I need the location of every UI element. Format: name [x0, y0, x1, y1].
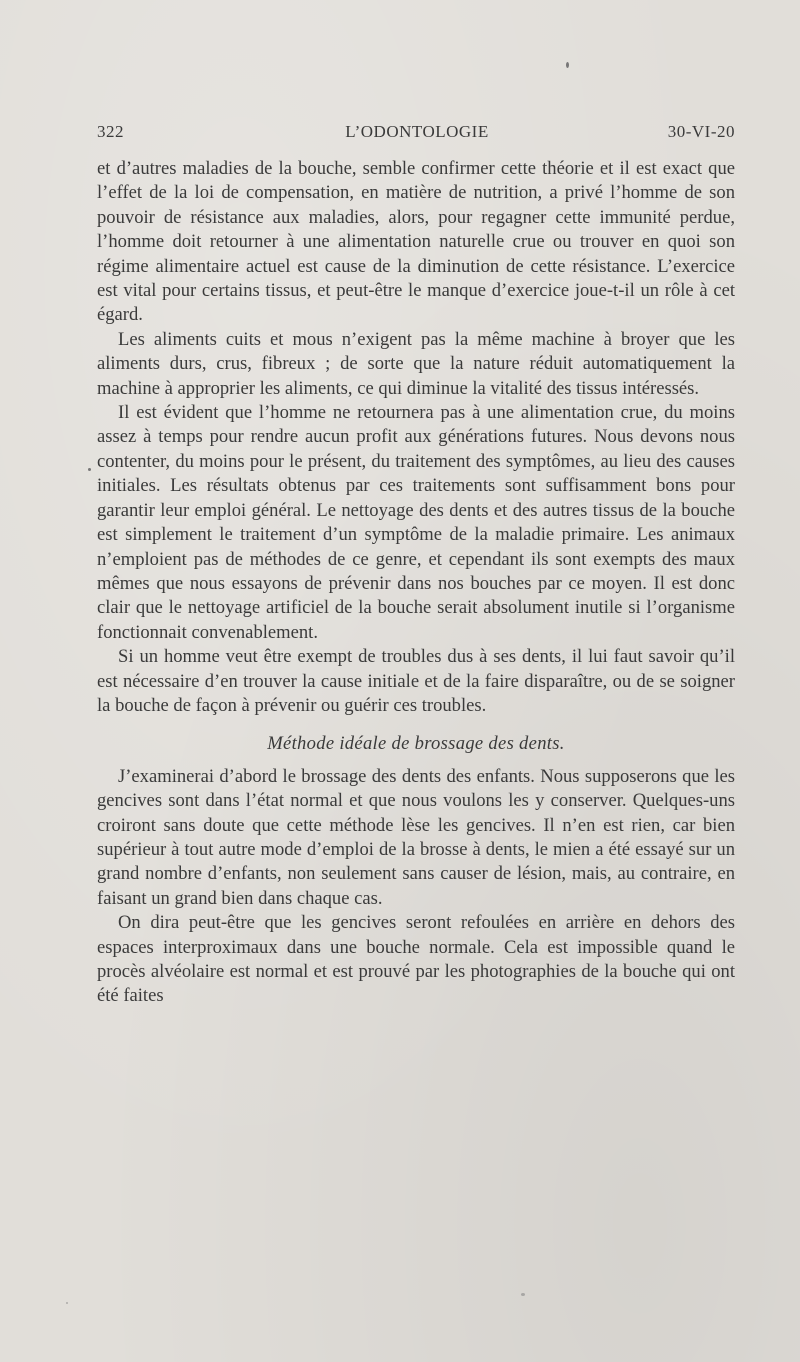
scan-speck [566, 62, 569, 68]
scan-speck [66, 1302, 68, 1304]
paragraph: Les aliments cuits et mous n’exigent pas la même machine à broyer que les aliments durs, crus, fibreux ; de sorte que la nature réduit automatiquement la machine à approprier les aliments, ce qui diminue la vitalité des tissus intéressés. [97, 328, 735, 399]
journal-title: L’ODONTOLOGIE [345, 122, 489, 141]
scan-speck [88, 468, 91, 471]
paragraph: Si un homme veut être exempt de troubles dus à ses dents, il lui faut savoir qu’il est nécessaire d’en trouver la cause initiale et de la faire disparaître, ou de se soigner la bouche de façon à prévenir ou guérir ces troubles. [97, 646, 735, 716]
paragraph: Il est évident que l’homme ne retournera pas à une alimentation crue, du moins assez à temps pour rendre aucun profit aux générations futures. Nous devons nous contenter, du moins pour le présent, du traitement des symptômes, au lieu des causes initiales. Les résultats obtenus par ces traitements sont suffisamment bons pour garantir leur emploi général. Le nettoyage des dents et des autres tissus de la bouche est simplement le traitement d’un symptôme de la maladie primaire. Les animaux n’emploient pas de méthodes de ce genre, et cependant ils sont exempts des maux mêmes que nous essayons de prévenir dans nos bouches par ce moyen. Il est donc clair que le nettoyage artificiel de la bouche serait absolument inutile si l’organisme fonctionnait convenablement. [97, 402, 735, 643]
page-number: 322 [97, 122, 124, 141]
paragraph: et d’autres maladies de la bouche, semble confirmer cette théorie et il est exact que l’effet de la loi de compensation, en matière de nutrition, a privé l’homme de son pouvoir de résistance aux maladies, alors, pour regagner cette immunité perdue, l’homme doit retourner à une alimentation naturelle crue ou trouver en quoi son régime alimentaire actuel est cause de la diminution de cette résistance. L’exercice est vital pour certains tissus, et peut-être le manque d’exercice joue-t-il un rôle à cet égard. [97, 158, 735, 326]
running-header [97, 122, 737, 146]
paragraph: J’examinerai d’abord le brossage des dents des enfants. Nous supposerons que les gencives sont dans l’état normal et que nous voulons les y conserver. Quelques-uns croiront sans doute que cette méthode lèse les gencives. Il n’en est rien, car bien supérieur à tout autre mode d’emploi de la brosse à dents, le mien a été essayé sur un grand nombre d’enfants, non seulement sans causer de lésion, mais, au contraire, en faisant un grand bien dans chaque cas. [97, 765, 735, 909]
issue-date: 30-VI-20 [667, 122, 735, 141]
section-heading: Méthode idéale de brossage des dents. [267, 733, 565, 755]
paragraph: On dira peut-être que les gencives seront refoulées en arrière en dehors des espaces interproximaux dans une bouche normale. Cela est impossible quand le procès alvéolaire est normal et est prouvé par les photographies de la bouche qui ont été faites [97, 912, 735, 1007]
article-body [97, 157, 735, 1009]
scan-speck [521, 1293, 525, 1296]
